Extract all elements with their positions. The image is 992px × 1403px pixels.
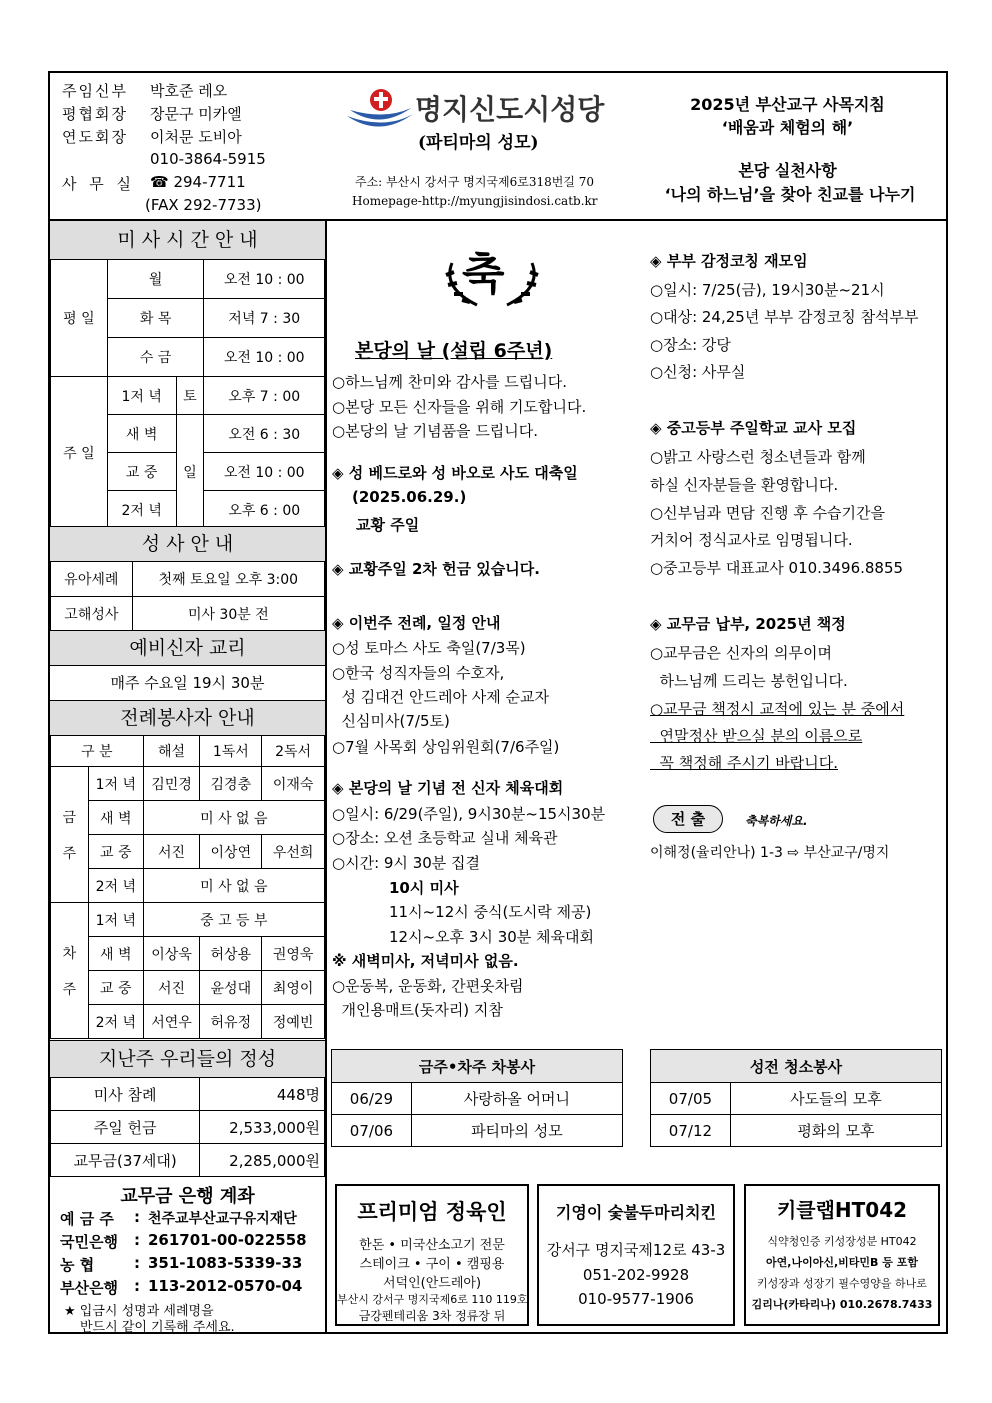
mass-day: 화 목 (107, 299, 204, 338)
mass-time: 오전 10 : 00 (204, 453, 325, 491)
left-column-divider (325, 219, 327, 1334)
mass-day: 토 (176, 377, 204, 415)
ad-title: 프리미엄 정육인 (357, 1200, 507, 1224)
bank-name: 농 협 (60, 1256, 95, 1274)
next-week-label: 차 주 (51, 903, 89, 1039)
bank-name: 부산은행 (60, 1279, 118, 1297)
sports-line: ○시간: 9시 30분 집결 (332, 854, 481, 872)
staff-role: 주임신부 (62, 82, 128, 100)
bank-title: 교무금 은행 계좌 (120, 1186, 255, 1207)
server-name: 이상욱 (143, 937, 200, 971)
practice-title: 본당 실천사항 (738, 161, 837, 180)
mass-time: 오후 6 : 00 (204, 491, 325, 529)
mass-schedule-header: 미 사 시 간 안 내 (50, 220, 325, 260)
bank-note: ★ 입금시 성명과 세례명을 (64, 1304, 214, 1319)
bank-colon: : (134, 1277, 140, 1295)
server-mass: 1저 녁 (88, 767, 143, 801)
office-fax: (FAX 292-7733) (145, 196, 262, 214)
sacrament-value: 첫째 토요일 오후 3:00 (132, 562, 324, 597)
catechumen-value: 매주 수요일 19시 30분 (110, 674, 265, 692)
ad-line: 010-9577-1906 (578, 1290, 694, 1308)
church-logo-icon (345, 86, 415, 130)
server-mass: 새 벽 (88, 937, 143, 971)
transfer-badge: 전 출 (653, 805, 723, 833)
church-subtitle: (파티마의 성모) (418, 133, 539, 153)
teacher-line: ○밝고 사랑스런 청소년들과 함께 (650, 448, 866, 466)
ad-line: 아연,나이아신,비타민B 등 포함 (766, 1256, 918, 1269)
server-name: 이상연 (200, 835, 262, 869)
church-clean-table (650, 1049, 942, 1147)
ad-line: 강서구 명지국제12로 43-3 (546, 1241, 726, 1259)
anniversary-line: ○본당의 날 기념품을 드립니다. (332, 422, 539, 440)
ad-line: 서덕인(안드레아) (382, 1276, 482, 1291)
ad-line: 스테이크 • 구이 • 캠핑용 (359, 1257, 505, 1272)
sunday-label: 주 일 (51, 377, 108, 529)
ad-line: 김리나(카타리나) 010.2678.7433 (751, 1298, 933, 1311)
pope-offering-title: ◈ 교황주일 2차 헌금 있습니다. (332, 560, 540, 578)
server-mass: 새 벽 (88, 801, 143, 835)
server-name: 이재숙 (262, 767, 325, 801)
ad-line: 051-202-9928 (582, 1266, 690, 1284)
servers-col-header: 해설 (143, 736, 200, 767)
sacrament-table (50, 561, 325, 632)
offering-value: 2,285,000원 (200, 1144, 325, 1177)
couple-title: ◈ 부부 감정코칭 재모임 (650, 252, 808, 270)
ad-title: 키클랩HT042 (776, 1198, 908, 1222)
bank-value: 113-2012-0570-04 (148, 1277, 303, 1295)
sports-line: ○장소: 오션 초등학교 실내 체육관 (332, 829, 558, 847)
staff-role: 연도회장 (62, 128, 128, 146)
sacrament-value: 미사 30분 전 (132, 597, 324, 632)
liturgy-line: 성 김대건 안드레아 사제 순교자 (332, 688, 549, 706)
mass-time: 오전 10 : 00 (204, 260, 325, 299)
sports-line: 12시~오후 3시 30분 체육대회 (389, 928, 595, 946)
church-clean-group: 사도들의 모후 (730, 1083, 941, 1115)
dues-underline: 꼭 책정해 주시기 바랍니다. (650, 754, 838, 772)
staff-name: 장문구 미카엘 (150, 105, 242, 123)
bank-colon: : (134, 1231, 140, 1249)
office-label: 사 무 실 (62, 175, 136, 193)
church-clean-title: 성전 청소봉사 (651, 1050, 942, 1083)
church-clean-group: 평화의 모후 (730, 1115, 941, 1147)
transfer-line: 이해정(율리안나) 1-3 ⇨ 부산교구/명지 (650, 845, 890, 861)
peter-paul-title: ◈ 성 베드로와 성 바오로 사도 대축일 (332, 464, 578, 482)
offering-value: 2,533,000원 (200, 1111, 325, 1144)
anniversary-title: 본당의 날 (설립 6주년) (355, 340, 553, 362)
bank-value: 천주교부산교구유지재단 (148, 1211, 297, 1227)
server-name: 김경충 (200, 767, 262, 801)
ad-line: 식약청인증 키성장성분 HT042 (767, 1235, 917, 1248)
ad-chicken (537, 1184, 735, 1326)
server-name: 권영욱 (262, 937, 325, 971)
bank-note: 반드시 같이 기록해 주세요. (80, 1320, 235, 1335)
church-name: 명지신도시성당 (415, 93, 605, 126)
couple-line: ○대상: 24,25년 부부 감정코칭 참석부부 (650, 308, 919, 326)
practice-motto: ‘나의 하느님’을 찾아 친교를 나누기 (664, 185, 916, 204)
server-name: 서진 (143, 971, 200, 1005)
staff-phone: 010-3864-5915 (150, 150, 266, 168)
sports-note: ※ 새벽미사, 저녁미사 없음. (332, 952, 519, 970)
church-homepage[interactable]: Homepage-http://myungjisindosi.catb.kr (352, 194, 598, 208)
teacher-line: 하실 신자분들을 환영합니다. (650, 476, 839, 494)
server-mass: 2저 녁 (88, 869, 143, 903)
guideline-motto: ‘배움과 체험의 해’ (721, 118, 854, 137)
teacher-line: 거치어 정식교사로 임명됩니다. (650, 531, 853, 549)
ad-line: 키성장과 성장기 필수영양을 하나로 (757, 1277, 927, 1290)
server-name: 서연우 (143, 1005, 200, 1039)
mass-time: 오후 7 : 00 (204, 377, 325, 415)
staff-name: 이처문 도비아 (150, 128, 242, 146)
ad-line: 부산시 강서구 명지국제6로 110 119호 (337, 1293, 528, 1306)
sports-line: 개인용매트(돗자리) 지참 (332, 1001, 503, 1019)
bank-name: 국민은행 (60, 1233, 118, 1251)
sacrament-name: 유아세례 (51, 562, 133, 597)
cleanup-date: 07/06 (332, 1115, 412, 1147)
sacrament-header: 성 사 안 내 (50, 526, 325, 562)
servers-header: 전례봉사자 안내 (50, 700, 325, 736)
server-mass: 교 중 (88, 971, 143, 1005)
offering-name: 교무금(37세대) (51, 1144, 200, 1177)
cleanup-group: 사랑하올 어머니 (411, 1083, 622, 1115)
teacher-line: ○신부님과 면담 진행 후 수습기간을 (650, 504, 886, 522)
guideline-title: 2025년 부산교구 사목지침 (690, 95, 885, 114)
server-span: 중 고 등 부 (143, 903, 324, 937)
ad-line: 금강펜테리움 3차 정류장 뒤 (358, 1309, 506, 1323)
server-mass: 교 중 (88, 835, 143, 869)
couple-line: ○일시: 7/25(금), 19시30분~21시 (650, 281, 885, 299)
server-mass: 1저 녁 (88, 903, 143, 937)
liturgy-line: ○7월 사목회 상임위원회(7/6주일) (332, 738, 560, 756)
catechumen-header: 예비신자 교리 (50, 630, 325, 666)
server-mass: 2저 녁 (88, 1005, 143, 1039)
offering-header: 지난주 우리들의 정성 (50, 1040, 325, 1078)
mass-time: 오전 6 : 30 (204, 415, 325, 453)
servers-col-header: 구 분 (51, 736, 144, 767)
church-clean-date: 07/05 (651, 1083, 731, 1115)
liturgy-line: ○성 토마스 사도 축일(7/3목) (332, 639, 526, 657)
offering-value: 448명 (200, 1078, 325, 1111)
mass-day: 월 (107, 260, 204, 299)
couple-line: ○장소: 강당 (650, 336, 731, 354)
transfer-text: 축복하세요. (745, 814, 808, 828)
mass-time: 오전 10 : 00 (204, 338, 325, 377)
sports-line: ○일시: 6/29(주일), 9시30분~15시30분 (332, 805, 606, 823)
server-name: 허상용 (200, 937, 262, 971)
server-name: 우선희 (262, 835, 325, 869)
cleanup-table (331, 1049, 623, 1147)
ad-kiclab (744, 1184, 940, 1326)
bank-colon: : (134, 1254, 140, 1272)
bank-colon: : (134, 1208, 140, 1226)
mass-name: 1저 녁 (107, 377, 176, 415)
mass-name: 교 중 (107, 453, 176, 491)
offering-name: 미사 참례 (51, 1078, 200, 1111)
liturgy-line: 신심미사(7/5토) (332, 712, 450, 730)
server-name: 김민경 (143, 767, 200, 801)
weekday-label: 평 일 (51, 260, 108, 377)
couple-line: ○신청: 사무실 (650, 363, 746, 381)
servers-table (50, 735, 325, 1039)
mass-name: 2저 녁 (107, 491, 176, 529)
dues-title: ◈ 교무금 납부, 2025년 책정 (650, 615, 846, 633)
mass-time: 저녁 7 : 30 (204, 299, 325, 338)
staff-role: 평협회장 (62, 105, 128, 123)
ad-title: 기영이 숯불두마리치킨 (555, 1203, 717, 1222)
cleanup-group: 파티마의 성모 (411, 1115, 622, 1147)
anniversary-line: ○본당 모든 신자들을 위해 기도합니다. (332, 398, 587, 416)
teacher-title: ◈ 중고등부 주일학교 교사 모집 (650, 419, 857, 437)
bank-name: 예 금 주 (60, 1210, 114, 1228)
server-name: 윤성대 (200, 971, 262, 1005)
bank-value: 351-1083-5339-33 (148, 1254, 303, 1272)
server-span: 미 사 없 음 (143, 801, 324, 835)
mass-day: 수 금 (107, 338, 204, 377)
teacher-line: ○중고등부 대표교사 010.3496.8855 (650, 559, 904, 577)
offering-name: 주일 헌금 (51, 1111, 200, 1144)
server-name: 서진 (143, 835, 200, 869)
sports-line: ○운동복, 운동화, 간편옷차림 (332, 977, 524, 995)
anniversary-line: ○하느님께 찬미와 감사를 드립니다. (332, 373, 568, 391)
cleanup-date: 06/29 (332, 1083, 412, 1115)
server-name: 허유정 (200, 1005, 262, 1039)
offering-table (50, 1077, 325, 1177)
liturgy-line: ○한국 성직자들의 수호자, (332, 664, 505, 682)
mass-name: 새 벽 (107, 415, 176, 453)
server-name: 최영이 (262, 971, 325, 1005)
dues-line: 하느님께 드리는 봉헌입니다. (650, 672, 848, 690)
church-clean-date: 07/12 (651, 1115, 731, 1147)
servers-col-header: 1독서 (200, 736, 262, 767)
sports-line: 11시~12시 중식(도시락 제공) (389, 903, 592, 921)
server-name: 정예빈 (262, 1005, 325, 1039)
mass-day: 일 (176, 415, 204, 529)
bank-value: 261701-00-022558 (148, 1231, 307, 1249)
staff-name: 박호준 레오 (150, 82, 228, 100)
mass-schedule-table (50, 259, 325, 529)
ad-butcher (335, 1184, 529, 1326)
sports-mass: 10시 미사 (389, 879, 459, 897)
dues-underline: 연말정산 받으실 분의 이름으로 (650, 727, 863, 745)
dues-underline: ○교무금 책정시 교적에 있는 분 중에서 (650, 700, 905, 718)
sports-title: ◈ 본당의 날 기념 전 신자 체육대회 (332, 779, 564, 797)
celebration-char: 축 (462, 249, 505, 300)
church-address: 주소: 부산시 강서구 명지국제6로318번길 70 (355, 175, 594, 189)
liturgy-title: ◈ 이번주 전례, 일정 안내 (332, 614, 501, 632)
servers-col-header: 2독서 (262, 736, 325, 767)
peter-paul-sub: 교황 주일 (356, 516, 420, 534)
cleanup-title: 금주•차주 차봉사 (332, 1050, 623, 1083)
dues-line: ○교무금은 신자의 의무이며 (650, 644, 833, 662)
server-span: 미 사 없 음 (143, 869, 324, 903)
this-week-label: 금 주 (51, 767, 89, 903)
ad-line: 한돈 • 미국산소고기 전문 (359, 1238, 505, 1253)
peter-paul-date: (2025.06.29.) (352, 488, 467, 506)
office-tel: ☎ 294-7711 (150, 173, 246, 191)
sacrament-name: 고해성사 (51, 597, 133, 632)
